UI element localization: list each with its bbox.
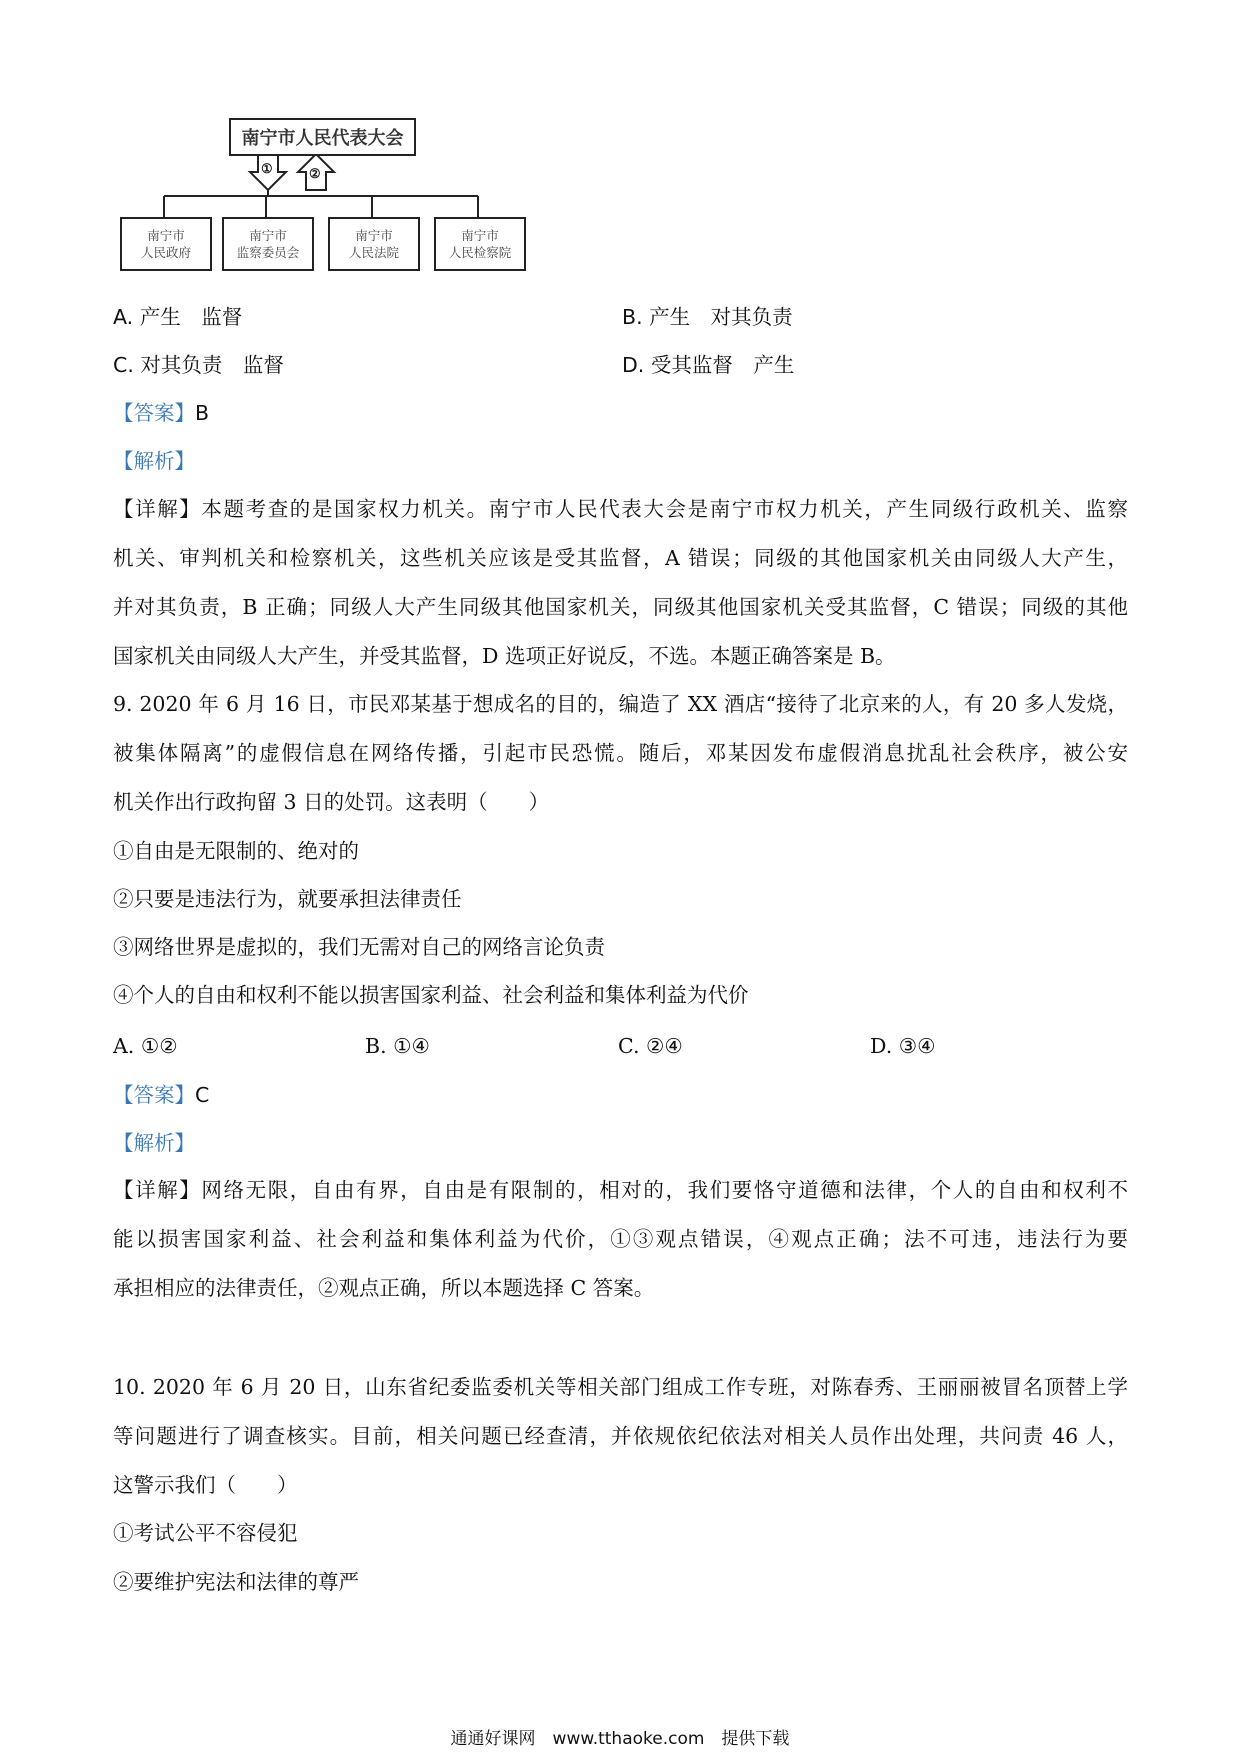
q9-stem	[113, 680, 1128, 827]
q9-options	[113, 1034, 1013, 1064]
q8-option-a: A. 产生 监督	[113, 305, 243, 329]
q8-detail-line-1: 【详解】本题考查的是国家权力机关。南宁市人民代表大会是南宁市权力机关，产生同级行政机关、监察	[113, 497, 1128, 521]
q9-item-2: ②只要是违法行为，就要承担法律责任	[113, 887, 462, 911]
q10-stem-line-3: 这警示我们（ ）	[113, 1473, 298, 1497]
diagram-top-box: 南宁市人民代表大会	[229, 118, 416, 156]
q10-stem-line-2: 等问题进行了调查核实。目前，相关问题已经查清，并依规依纪依法对相关人员作出处理，共问责 46 人，	[113, 1424, 1128, 1448]
q8-option-b: B. 产生 对其负责	[622, 305, 793, 329]
q9-option-a: A. ①②	[113, 1034, 178, 1058]
q9-item-3: ③网络世界是虚拟的，我们无需对自己的网络言论负责	[113, 935, 605, 959]
q9-analysis-tag: 【解析】	[113, 1131, 195, 1155]
q9-answer	[113, 1080, 209, 1110]
diagram-box-supervision: 南宁市 监察委员会	[222, 217, 314, 271]
arrow-label-1: ①	[261, 162, 273, 177]
q10-stem	[113, 1363, 1128, 1510]
diagram-box-procuratorate: 南宁市 人民检察院	[434, 217, 526, 271]
q9-stem-line-3: 机关作出行政拘留 3 日的处罚。这表明（ ）	[113, 790, 550, 814]
diagram-box-government: 南宁市 人民政府	[120, 217, 212, 271]
q9-item-4: ④个人的自由和权利不能以损害国家利益、社会利益和集体利益为代价	[113, 983, 749, 1007]
q8-option-c: C. 对其负责 监督	[113, 353, 284, 377]
answer-tag: 【答案】	[113, 401, 195, 425]
q8-option-d: D. 受其监督 产生	[622, 353, 795, 377]
q8-analysis-tag: 【解析】	[113, 449, 195, 473]
q8-detail-line-2: 机关、审判机关和检察机关，这些机关应该是受其监督，A 错误；同级的其他国家机关由同级人大产生，	[113, 546, 1128, 570]
q8-answer	[113, 398, 209, 428]
q10-stem-line-1: 10. 2020 年 6 月 20 日，山东省纪委监委机关等相关部门组成工作专班，对陈春秀、王丽丽被冒名顶替上学	[113, 1375, 1128, 1399]
q8-detail	[113, 485, 1128, 681]
q9-detail-line-1: 【详解】网络无限，自由有界，自由是有限制的，相对的，我们要恪守道德和法律，个人的自由和权利不	[113, 1178, 1128, 1202]
q9-detail	[113, 1166, 1128, 1313]
q9-stem-line-2: 被集体隔离”的虚假信息在网络传播，引起市民恐慌。随后，邓某因发布虚假消息扰乱社会秩序，被公安	[113, 741, 1128, 765]
q9-option-d: D. ③④	[870, 1034, 936, 1058]
q9-detail-line-2: 能以损害国家利益、社会利益和集体利益为代价，①③观点错误，④观点正确；法不可违，违法行为要	[113, 1227, 1128, 1251]
arrow-label-2: ②	[309, 167, 321, 182]
answer-value: B	[195, 401, 210, 425]
q9-option-c: C. ②④	[618, 1034, 683, 1058]
q10-item-2: ②要维护宪法和法律的尊严	[113, 1570, 359, 1594]
answer-value: C	[195, 1083, 210, 1107]
q9-detail-line-3: 承担相应的法律责任，②观点正确，所以本题选择 C 答案。	[113, 1276, 655, 1300]
q10-item-1: ①考试公平不容侵犯	[113, 1521, 298, 1545]
q9-option-b: B. ①④	[365, 1034, 430, 1058]
diagram-box-court: 南宁市 人民法院	[328, 217, 420, 271]
answer-tag: 【答案】	[113, 1083, 195, 1107]
state-organ-diagram	[118, 112, 530, 280]
q9-item-1: ①自由是无限制的、绝对的	[113, 839, 359, 863]
q8-detail-line-4: 国家机关由同级人大产生，并受其监督，D 选项正好说反，不选。本题正确答案是 B。	[113, 644, 896, 668]
q9-stem-line-1: 9. 2020 年 6 月 16 日，市民邓某基于想成名的目的，编造了 XX 酒店“接待了北京来的人，有 20 多人发烧，	[113, 692, 1128, 716]
q8-detail-line-3: 并对其负责，B 正确；同级人大产生同级其他国家机关，同级其他国家机关受其监督，C 错误；同级的其他	[113, 595, 1128, 619]
page-footer: 通通好课网 www.tthaoke.com 提供下载	[450, 1729, 790, 1749]
